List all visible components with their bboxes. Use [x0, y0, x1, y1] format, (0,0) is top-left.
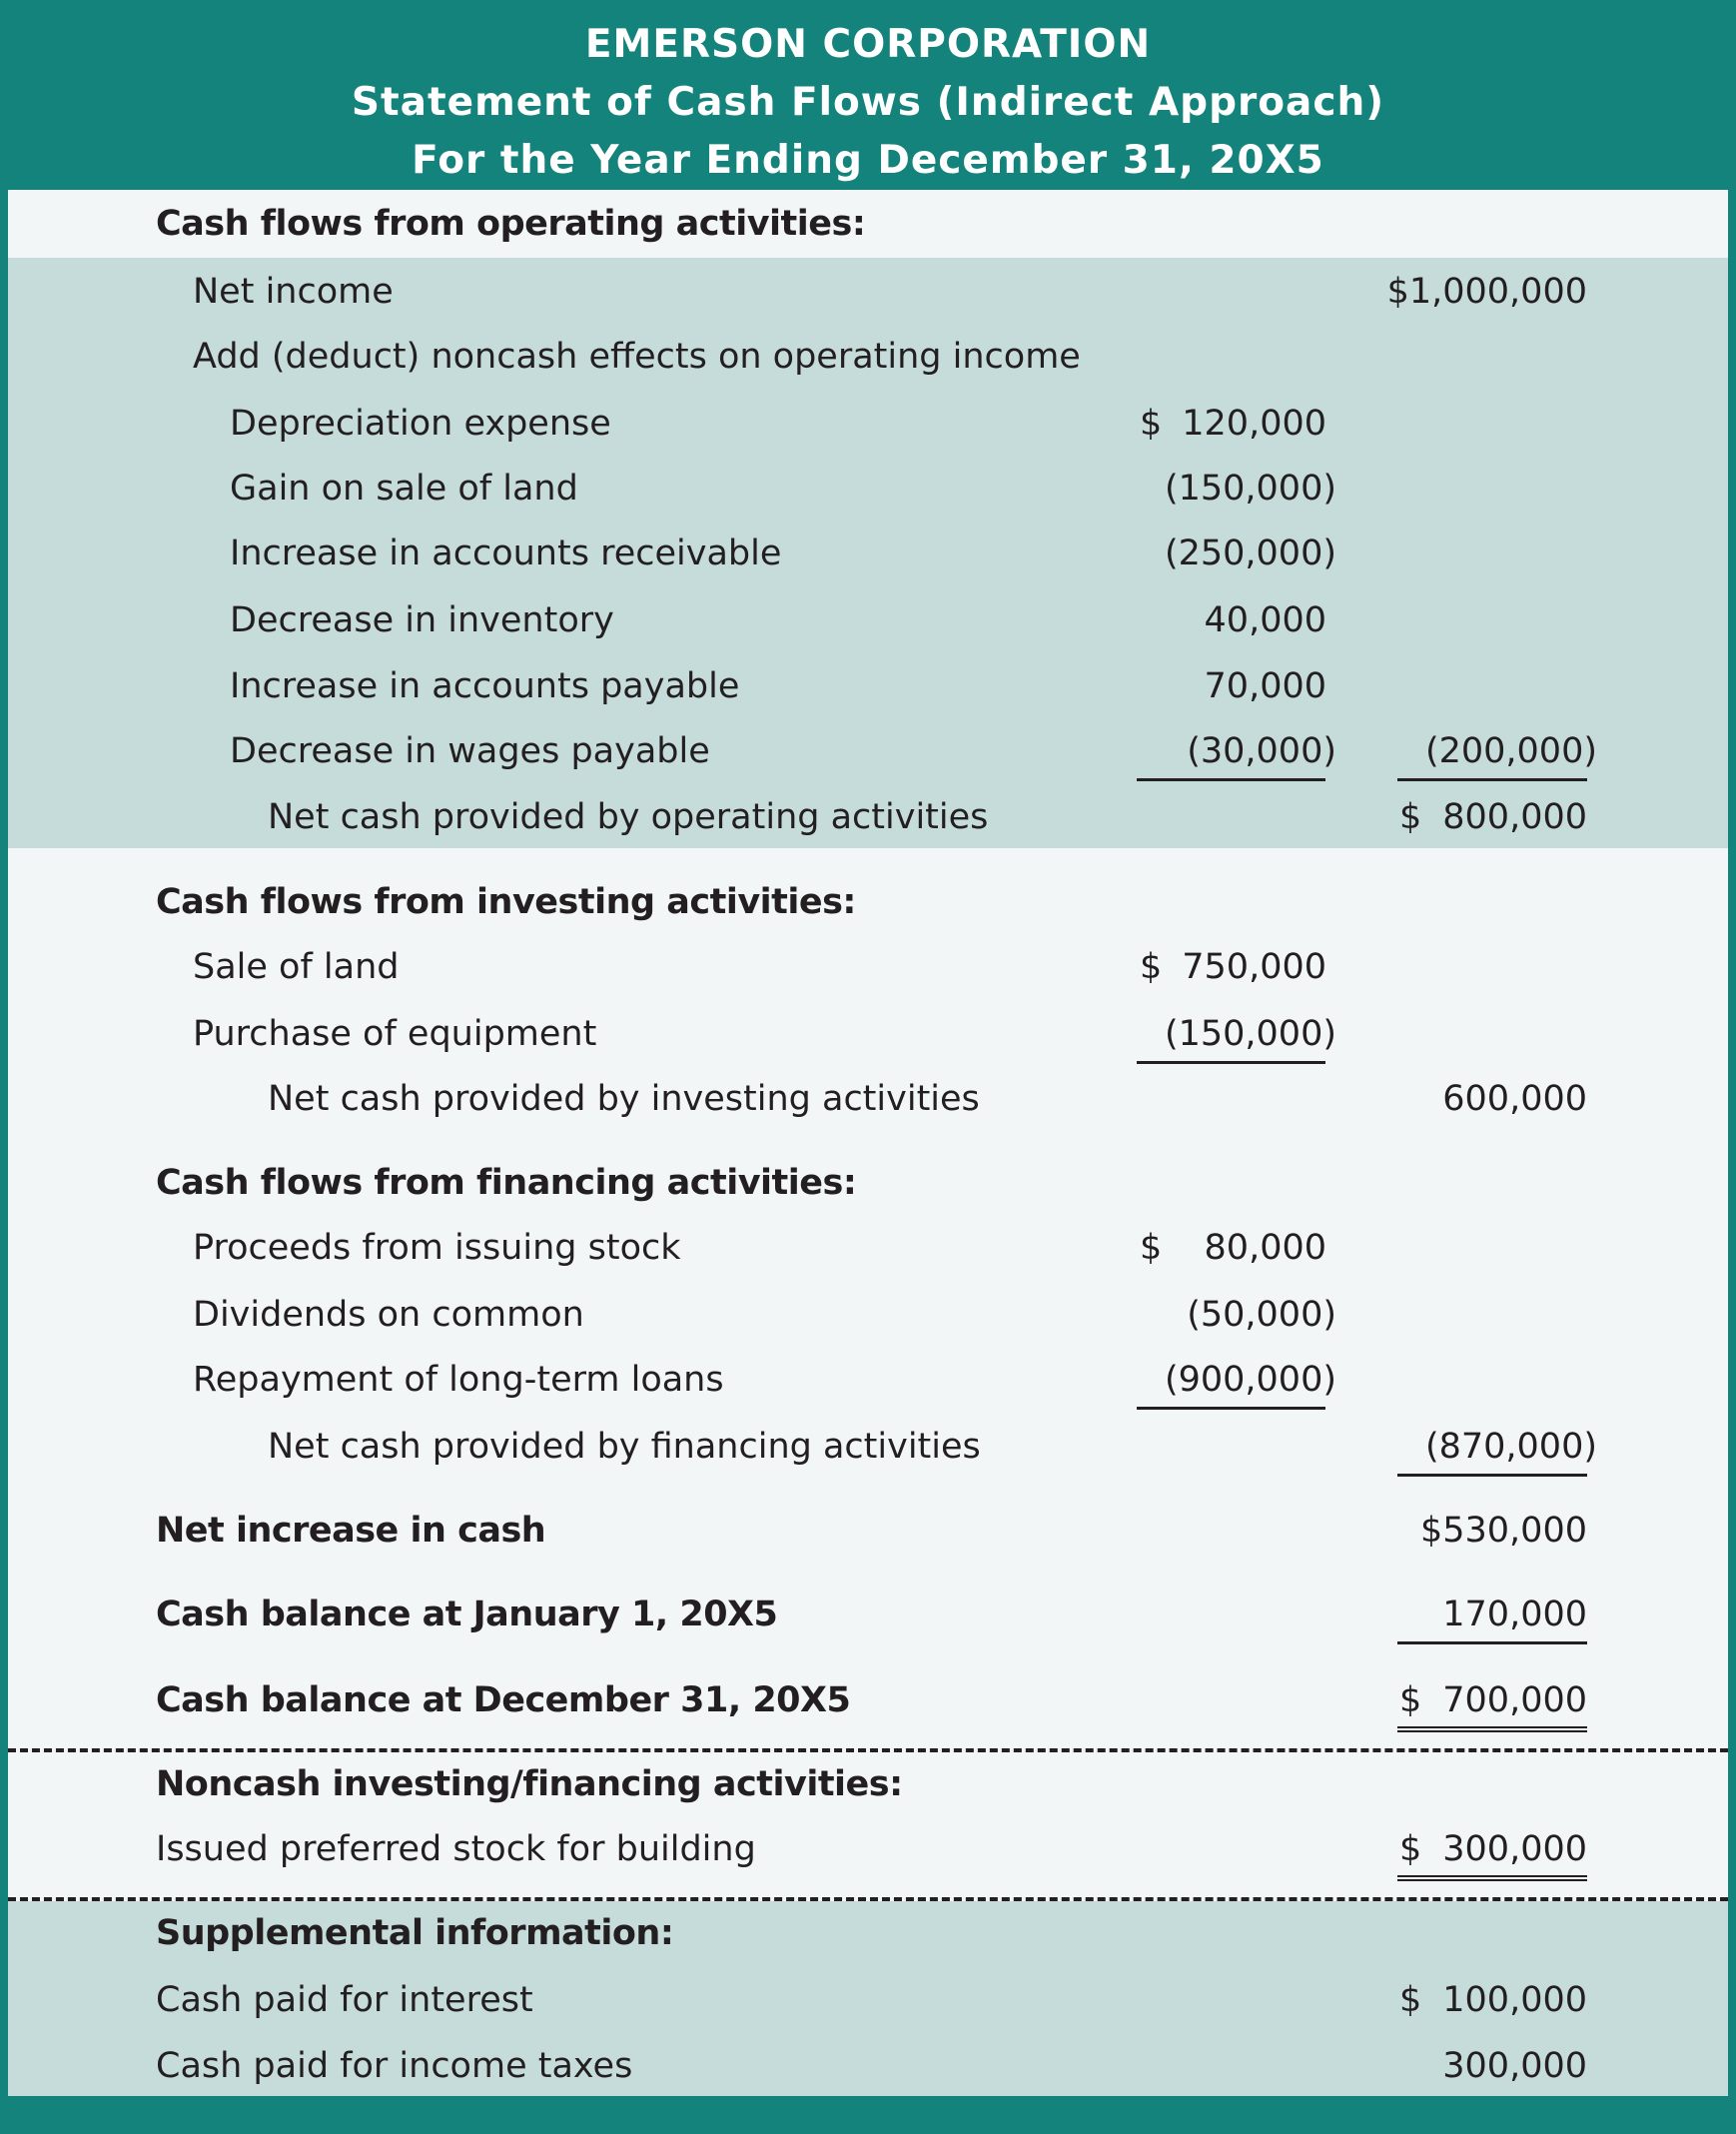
statement-row: [0, 1285, 1736, 1345]
detail-amount: (150,000): [1164, 469, 1336, 509]
statement-row: [0, 327, 1736, 387]
section-heading: Cash balance at January 1, 20X5: [156, 1595, 778, 1634]
line-item-label: Add (deduct) noncash effects on operating income: [193, 337, 1081, 377]
statement-row: [0, 1350, 1736, 1410]
line-item-label: Issued preferred stock for building: [156, 1829, 756, 1869]
statement-row: [0, 590, 1736, 650]
total-amount: 170,000: [1442, 1595, 1587, 1634]
statement-period: For the Year Ending December 31, 20X5: [412, 138, 1324, 183]
detail-amount: 750,000: [1182, 947, 1326, 987]
statement-row: [0, 872, 1736, 932]
company-name: EMERSON CORPORATION: [584, 22, 1152, 67]
detail-amount: 80,000: [1204, 1228, 1326, 1268]
total-amount: 300,000: [1442, 1829, 1587, 1869]
dashed-divider: [8, 1748, 1728, 1752]
total-amount: 600,000: [1442, 1079, 1587, 1119]
line-item-label: Decrease in wages payable: [230, 731, 710, 771]
detail-amount: (900,000): [1164, 1360, 1336, 1400]
section-heading: Cash flows from financing activities:: [156, 1163, 857, 1203]
section-heading: Cash flows from investing activities:: [156, 882, 856, 922]
statement-row: [0, 524, 1736, 583]
statement-row: [0, 1218, 1736, 1278]
statement-row: [0, 1754, 1736, 1814]
detail-amount: 40,000: [1204, 600, 1326, 640]
line-item-label: Sale of land: [193, 947, 400, 987]
double-underline: [1397, 1726, 1587, 1732]
total-amount: 800,000: [1442, 797, 1587, 837]
underline: [1397, 778, 1587, 781]
line-item-label: Net income: [193, 272, 394, 312]
statement-header: [0, 0, 1736, 190]
statement-row: [0, 1417, 1736, 1477]
dollar-sign: $: [1399, 1829, 1422, 1869]
dollar-sign: $: [1140, 404, 1163, 444]
detail-amount: (50,000): [1187, 1295, 1336, 1335]
underline: [1397, 1474, 1587, 1477]
line-item-label: Increase in accounts receivable: [230, 534, 782, 573]
statement-row: [0, 1670, 1736, 1730]
statement-row: [0, 1970, 1736, 2030]
line-item-label: Cash paid for interest: [156, 1980, 533, 2020]
line-item-label: Purchase of equipment: [193, 1014, 597, 1054]
statement-row: [0, 2036, 1736, 2096]
statement-row: [0, 262, 1736, 322]
statement-row: [0, 1004, 1736, 1064]
statement-row: [0, 394, 1736, 454]
statement-title: Statement of Cash Flows (Indirect Approach): [351, 80, 1385, 125]
statement-row: [0, 1153, 1736, 1213]
line-item-label: Proceeds from issuing stock: [193, 1228, 681, 1268]
statement-row: [0, 1819, 1736, 1879]
line-item-label: Gain on sale of land: [230, 469, 578, 509]
detail-amount: (30,000): [1187, 731, 1336, 771]
section-heading: Cash flows from operating activities:: [156, 204, 866, 244]
dollar-sign: $: [1140, 947, 1163, 987]
total-amount: (200,000): [1424, 731, 1597, 771]
total-amount: 700,000: [1442, 1680, 1587, 1720]
section-heading: Noncash investing/financing activities:: [156, 1764, 903, 1804]
line-item-label: Net cash provided by investing activities: [268, 1079, 980, 1119]
line-item-label: Dividends on common: [193, 1295, 584, 1335]
line-item-label: Increase in accounts payable: [230, 666, 740, 706]
dollar-sign: $: [1399, 1980, 1422, 2020]
underline: [1137, 778, 1325, 781]
section-heading: Net increase in cash: [156, 1511, 546, 1551]
underline: [1137, 1061, 1325, 1064]
line-item-label: Net cash provided by operating activities: [268, 797, 989, 837]
statement-row: [0, 937, 1736, 997]
line-item-label: Cash paid for income taxes: [156, 2046, 633, 2086]
dollar-sign: $: [1399, 1680, 1422, 1720]
line-item-label: Repayment of long-term loans: [193, 1360, 724, 1400]
line-item-label: Depreciation expense: [230, 404, 611, 444]
line-item-label: Decrease in inventory: [230, 600, 614, 640]
dollar-sign: $: [1399, 797, 1422, 837]
statement-row: [0, 194, 1736, 254]
statement-row: [0, 459, 1736, 519]
detail-amount: (150,000): [1164, 1014, 1336, 1054]
total-amount: 100,000: [1442, 1980, 1587, 2020]
underline: [1137, 1407, 1325, 1410]
statement-row: [0, 1501, 1736, 1561]
detail-amount: 70,000: [1204, 666, 1326, 706]
detail-amount: 120,000: [1182, 404, 1326, 444]
section-heading: Cash balance at December 31, 20X5: [156, 1680, 851, 1720]
statement-row: [0, 1585, 1736, 1644]
statement-row: [0, 721, 1736, 781]
double-underline: [1397, 1875, 1587, 1881]
statement-row: [0, 787, 1736, 847]
underline: [1397, 1641, 1587, 1644]
total-amount: (870,000): [1424, 1427, 1597, 1467]
section-heading: Supplemental information:: [156, 1913, 674, 1953]
total-amount: $1,000,000: [1386, 272, 1587, 312]
total-amount: 300,000: [1442, 2046, 1587, 2086]
dashed-divider: [8, 1897, 1728, 1901]
line-item-label: Net cash provided by financing activities: [268, 1427, 981, 1467]
statement-row: [0, 656, 1736, 716]
detail-amount: (250,000): [1164, 534, 1336, 573]
total-amount: $530,000: [1419, 1511, 1587, 1551]
statement-row: [0, 1069, 1736, 1129]
dollar-sign: $: [1140, 1228, 1163, 1268]
statement-row: [0, 1903, 1736, 1963]
